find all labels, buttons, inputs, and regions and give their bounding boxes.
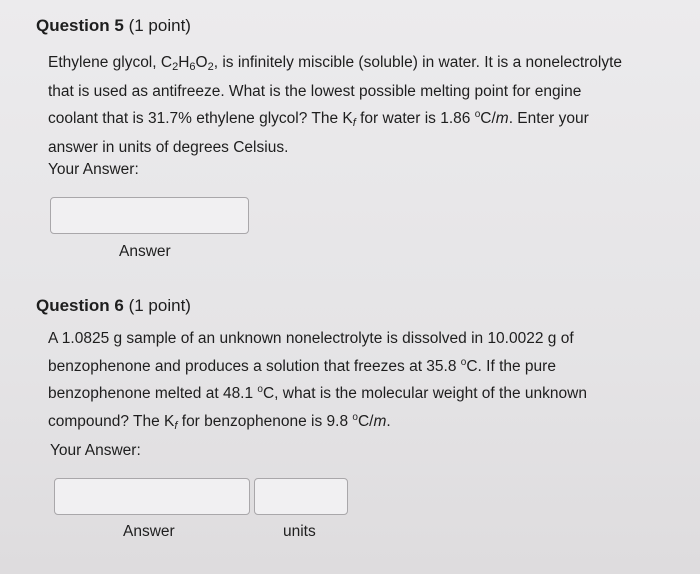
question-6-your-answer-label: Your Answer: [50, 442, 141, 459]
question-6-line-1: A 1.0825 g sample of an unknown nonelectrolyte is dissolved in 10.0022 g of [48, 330, 574, 347]
question-6-text [48, 327, 587, 438]
question-5-title: Question 5 (1 point) [36, 16, 191, 35]
question-5-line-2: that is used as antifreeze. What is the lowest possible melting point for engine [48, 82, 582, 100]
question-5-line-3: coolant that is 31.7% ethylene glycol? The $K_f$ for water is 1.86 $^o$C/m. Enter your [48, 109, 589, 129]
question-5-line-1: Ethylene glycol, $C_2H_6O_2$, is infinitely miscible (soluble) in water. It is a nonelectrolyte [48, 54, 623, 73]
question-5-answer-caption: Answer [119, 243, 171, 260]
question-6-answer-caption: Answer [123, 523, 175, 540]
question-6-answer-input[interactable] [54, 478, 250, 515]
question-6-line-2: benzophenone and produces a solution that freezes at 35.8 $^o$C. If the pure [48, 356, 556, 375]
question-6-units-input[interactable] [254, 478, 348, 515]
question-5-line-4: answer in units of degrees Celsius. [48, 138, 289, 156]
question-6-title: Question 6 (1 point) [36, 296, 191, 315]
question-5-your-answer-label: Your Answer: [48, 161, 139, 178]
question-6-units-caption: units [283, 523, 316, 540]
question-5-answer-input[interactable] [50, 197, 249, 234]
question-6-line-3: benzophenone melted at 48.1 $^o$C, what is the molecular weight of the unknown [48, 384, 587, 402]
question-6-line-4: compound? The $K_f$ for benzophenone is 9.8 $^o$C/m. [48, 411, 391, 432]
question-5-text [48, 51, 622, 159]
